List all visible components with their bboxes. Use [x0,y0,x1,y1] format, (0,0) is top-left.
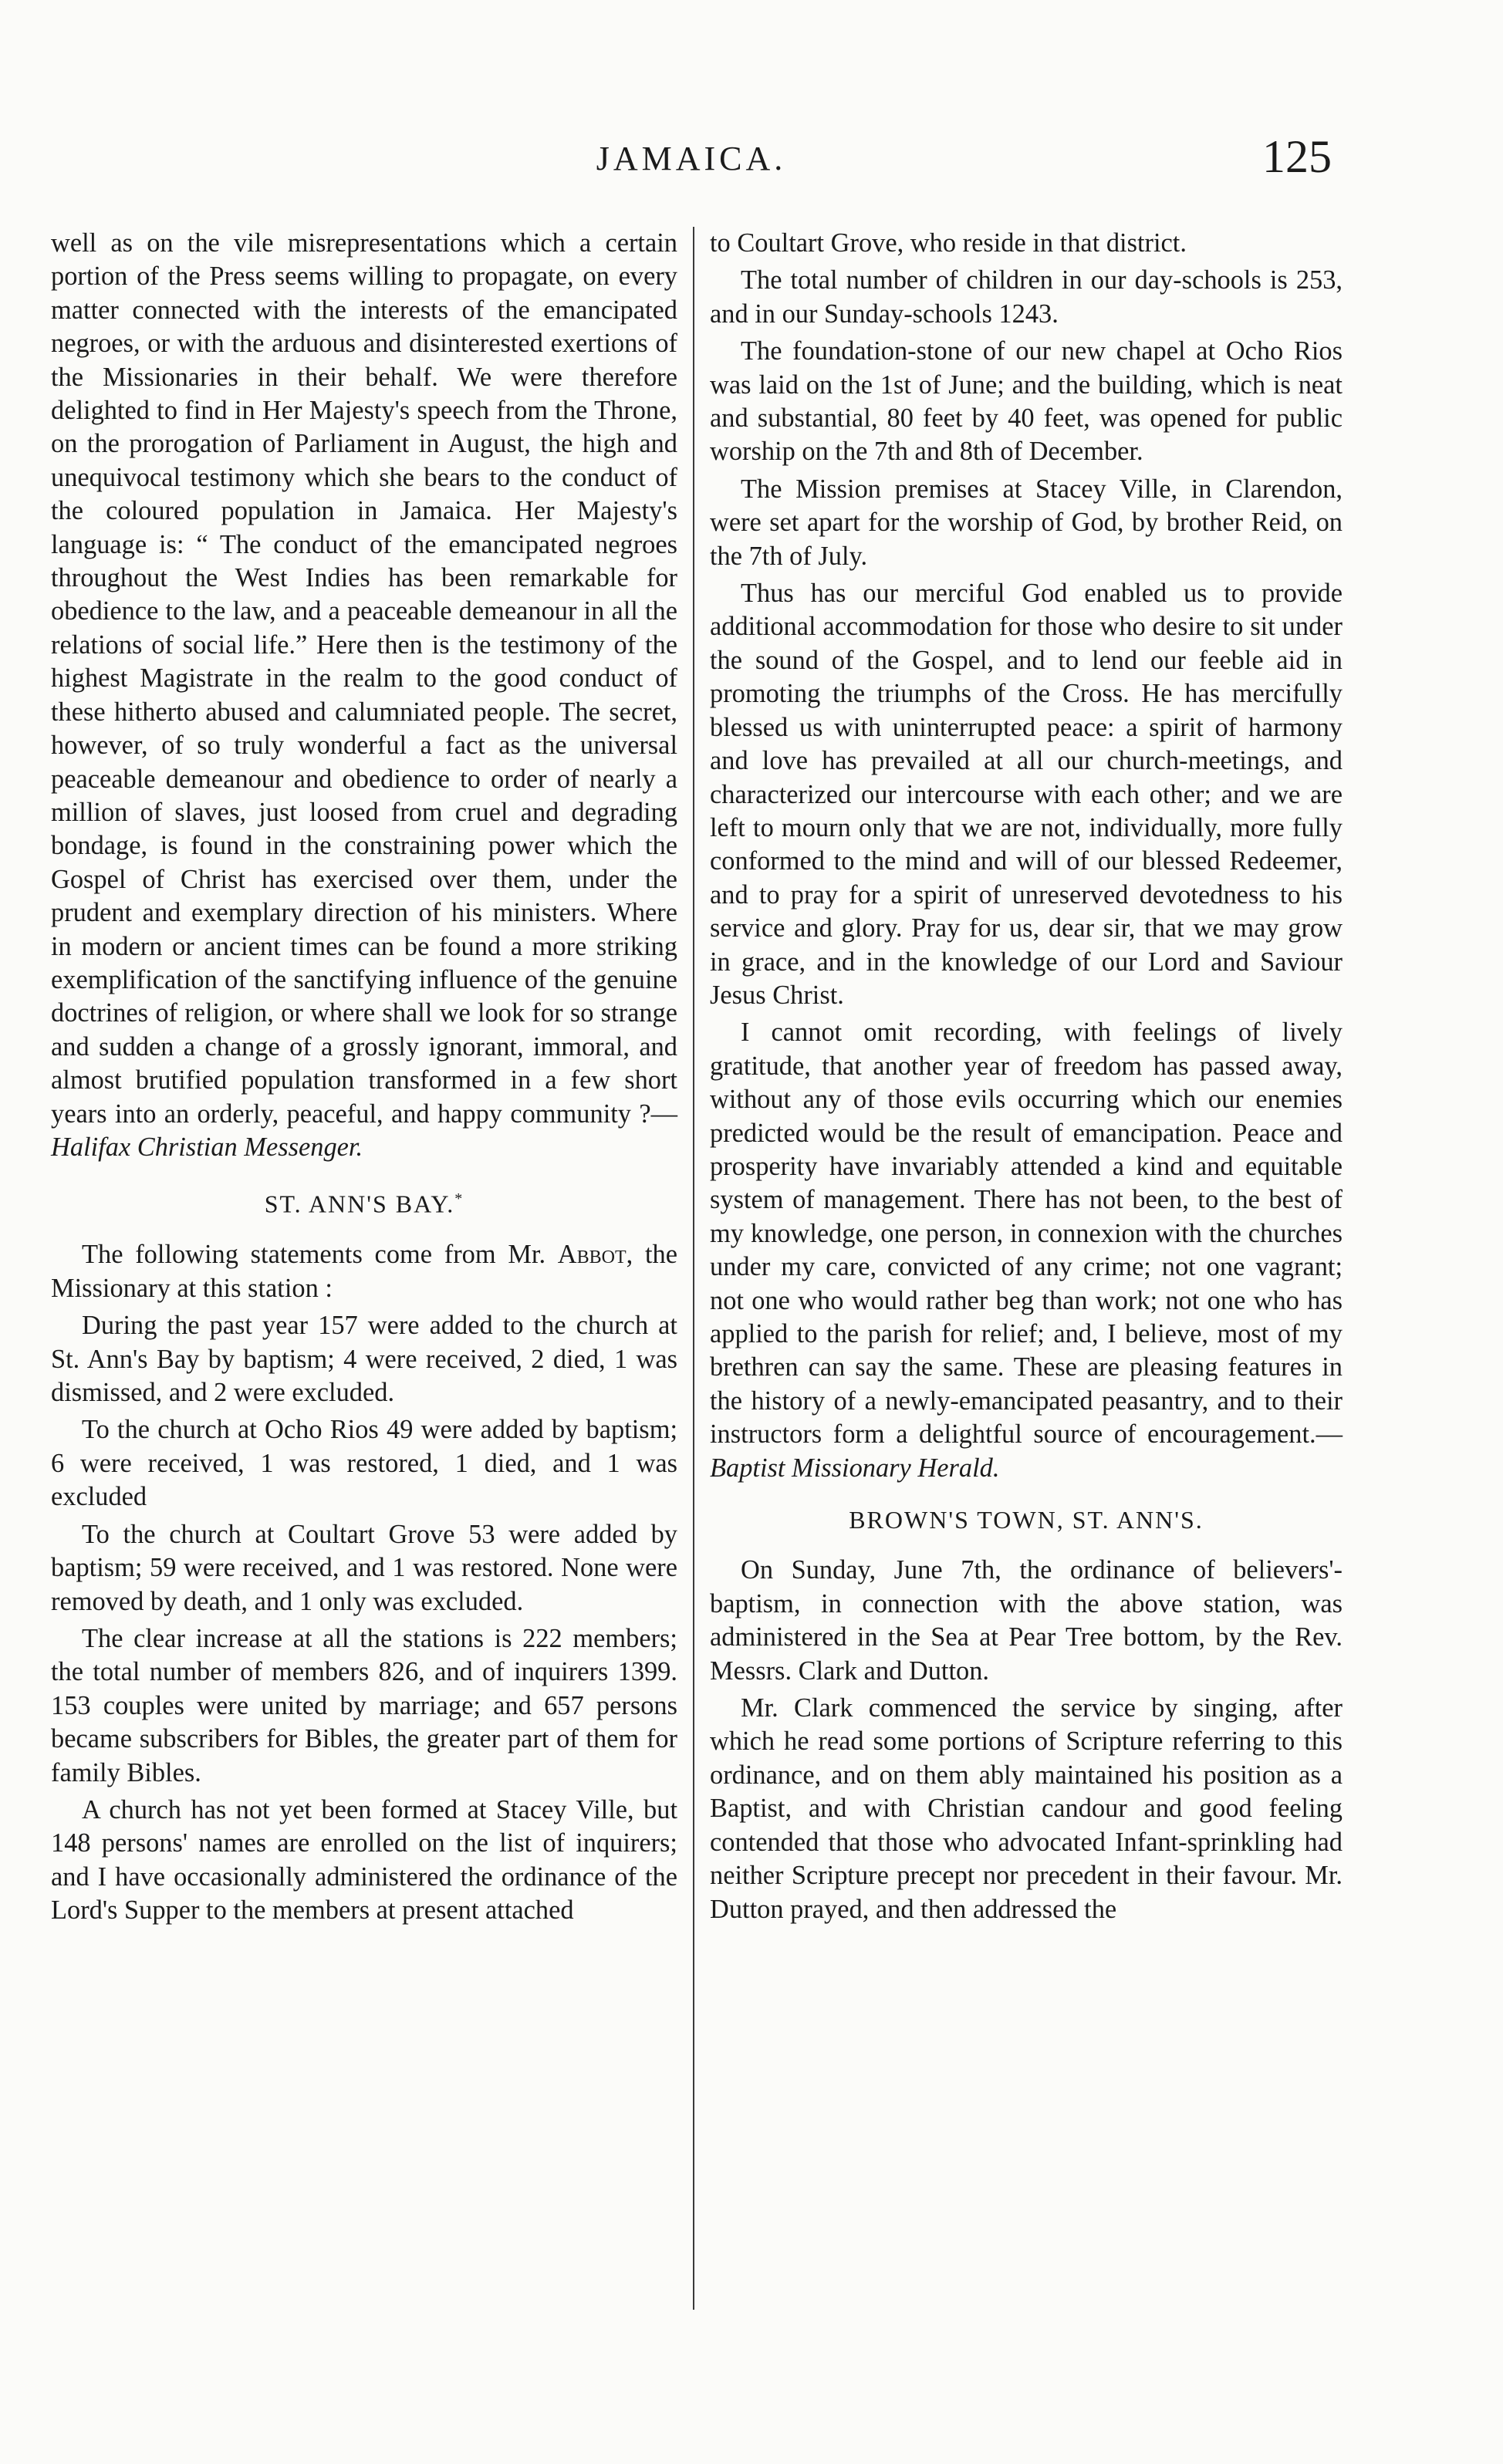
column-divider [693,227,694,2310]
paragraph-text: well as on the vile misrepresentations which a certain portion of the Press seems willing to propagate, on every matter connected with the interests of the emancipated negroes, or with the arduous and disinterested exertions of the Missionaries in their behalf. We were therefore delighted to find in Her Majesty's speech from the Throne, on the prorogation of Parliament in August, the high and unequivocal testimony which she bears to the conduct of the coloured population in Jamaica. Her Majesty's language is: “ The conduct of the emancipated negroes throughout the West Indies has been remarkable for obedience to the law, and a peaceable demeanour in all the relations of social life.” Here then is the testimony of the highest Magistrate in the realm to the good conduct of these hitherto abused and calumniated people. The secret, however, of so truly wonderful a fact as the universal peaceable demeanour and obedience to order of nearly a million of slaves, just loosed from cruel and degrading bondage, is found in the constraining power which the Gospel of Christ has exercised over them, under the prudent and exemplary direction of his ministers. Where in modern or ancient times can be found a more striking exemplification of the sanctifying influence of the genuine doctrines of religion, or where shall we look for so strange and sudden a change of a grossly ignorant, immoral, and almost brutified population transformed in a few short years into an orderly, peaceful, and happy community ?— [51,228,677,1129]
paragraph: The Mission premises at Stacey Ville, in Clarendon, were set apart for the worship of God, by brother Reid, on the 7th of July. [710,474,1343,571]
paragraph-text: The following statements come from Mr. [82,1240,546,1270]
heading-text: ST. ANN'S BAY. [264,1190,455,1219]
paragraph [51,1238,677,1305]
paragraph: Thus has our merciful God enabled us to provide additional accommodation for those who desire to sit under the sound of the Gospel, and to lend our feeble aid in promoting the triumphs of the Cross. He has mercifully blessed us with uninterrupted peace: a spirit of harmony and love has prevailed at all our church-meetings, and characterized our intercourse with each other; and we are left to mourn only that we are not, individually, more fully conformed to the mind and will of our blessed Redeemer, and to pray for a spirit of unreserved devotedness to his service and glory. Pray for us, dear sir, that we may grow in grace, and in the knowledge of our Lord and Saviour Jesus Christ. [710,579,1343,1010]
section-heading-browns-town: BROWN'S TOWN, ST. ANN'S. [849,1506,1204,1534]
paragraph: During the past year 157 were added to the church at St. Ann's Bay by baptism; 4 were received, 2 died, 1 was dismissed, and 2 were excluded. [51,1311,677,1408]
paragraph [710,1016,1343,1485]
paragraph: The clear increase at all the stations is 222 members; the total number of members 826, and of inquirers 1399. 153 couples were united by marriage; and 657 persons became subscribers for Bibles, the greater part of them for family Bibles. [51,1623,677,1787]
running-head: JAMAICA. [596,140,787,177]
paragraph [51,227,677,1164]
page-number: 125 [1262,131,1332,182]
footnote-mark: * [454,1190,464,1208]
paragraph: The total number of children in our day-schools is 253, and in our Sunday-schools 1243. [710,265,1343,329]
paragraph-text: I cannot omit recording, with feelings of lively gratitude, that another year of freedom has passed away, without any of those evils occurring which our enemies predicted would be the result of emancipation. Peace and prosperity have invariably attended a kind and equitable system of management. There has not been, to the best of my knowledge, one person, in connexion with the churches under my care, convicted of any crime; not one vagrant; not one who would rather beg than work; not one who has applied to the parish for relief; and, I believe, most of my brethren can say the same. These are pleasing features in the history of a newly-emancipated peasantry, and to their instructors form a delightful source of encouragement.— [710,1018,1343,1450]
paragraph: To the church at Coultart Grove 53 were added by baptism; 59 were received, and 1 was restored. None were removed by death, and 1 only was excluded. [51,1519,677,1616]
source-citation: Baptist Missionary Herald. [710,1453,1000,1483]
page-header [51,131,1332,190]
paragraph: On Sunday, June 7th, the ordinance of believers'-baptism, in connection with the above station, was administered in the Sea at Pear Tree bottom, by the Rev. Messrs. Clark and Dutton. [710,1555,1343,1686]
paragraph: Mr. Clark commenced the service by singing, after which he read some portions of Scripture referring to this ordinance, and on them ably maintained his position as a Baptist, and with Christian candour and good feeling contended that those who advocated Infant-sprinkling had neither Scripture precept nor precedent in their favour. Mr. Dutton prayed, and then addressed the [710,1693,1343,1924]
paragraph-text: , the Missionary at this station : [51,1240,677,1303]
paragraph: to Coultart Grove, who reside in that district. [710,228,1187,258]
section-heading-st-anns-bay [51,1183,677,1221]
paragraph: The foundation-stone of our new chapel at Ocho Rios was laid on the 1st of June; and the building, which is neat and substantial, 80 feet by 40 feet, was opened for public worship on the 7th and 8th of December. [710,336,1343,467]
paragraph: To the church at Ocho Rios 49 were added by baptism; 6 were received, 1 was restored, 1 died, and 1 was excluded [51,1415,677,1512]
left-column [51,227,677,2325]
source-citation: Halifax Christian Messenger. [51,1132,363,1162]
missionary-name: Abbot [557,1240,627,1270]
paragraph: A church has not yet been formed at Stacey Ville, but 148 persons' names are enrolled on the list of inquirers; and I have occasionally administered the ordinance of the Lord's Supper to the members at present attached [51,1794,677,1926]
right-column [710,227,1343,2325]
